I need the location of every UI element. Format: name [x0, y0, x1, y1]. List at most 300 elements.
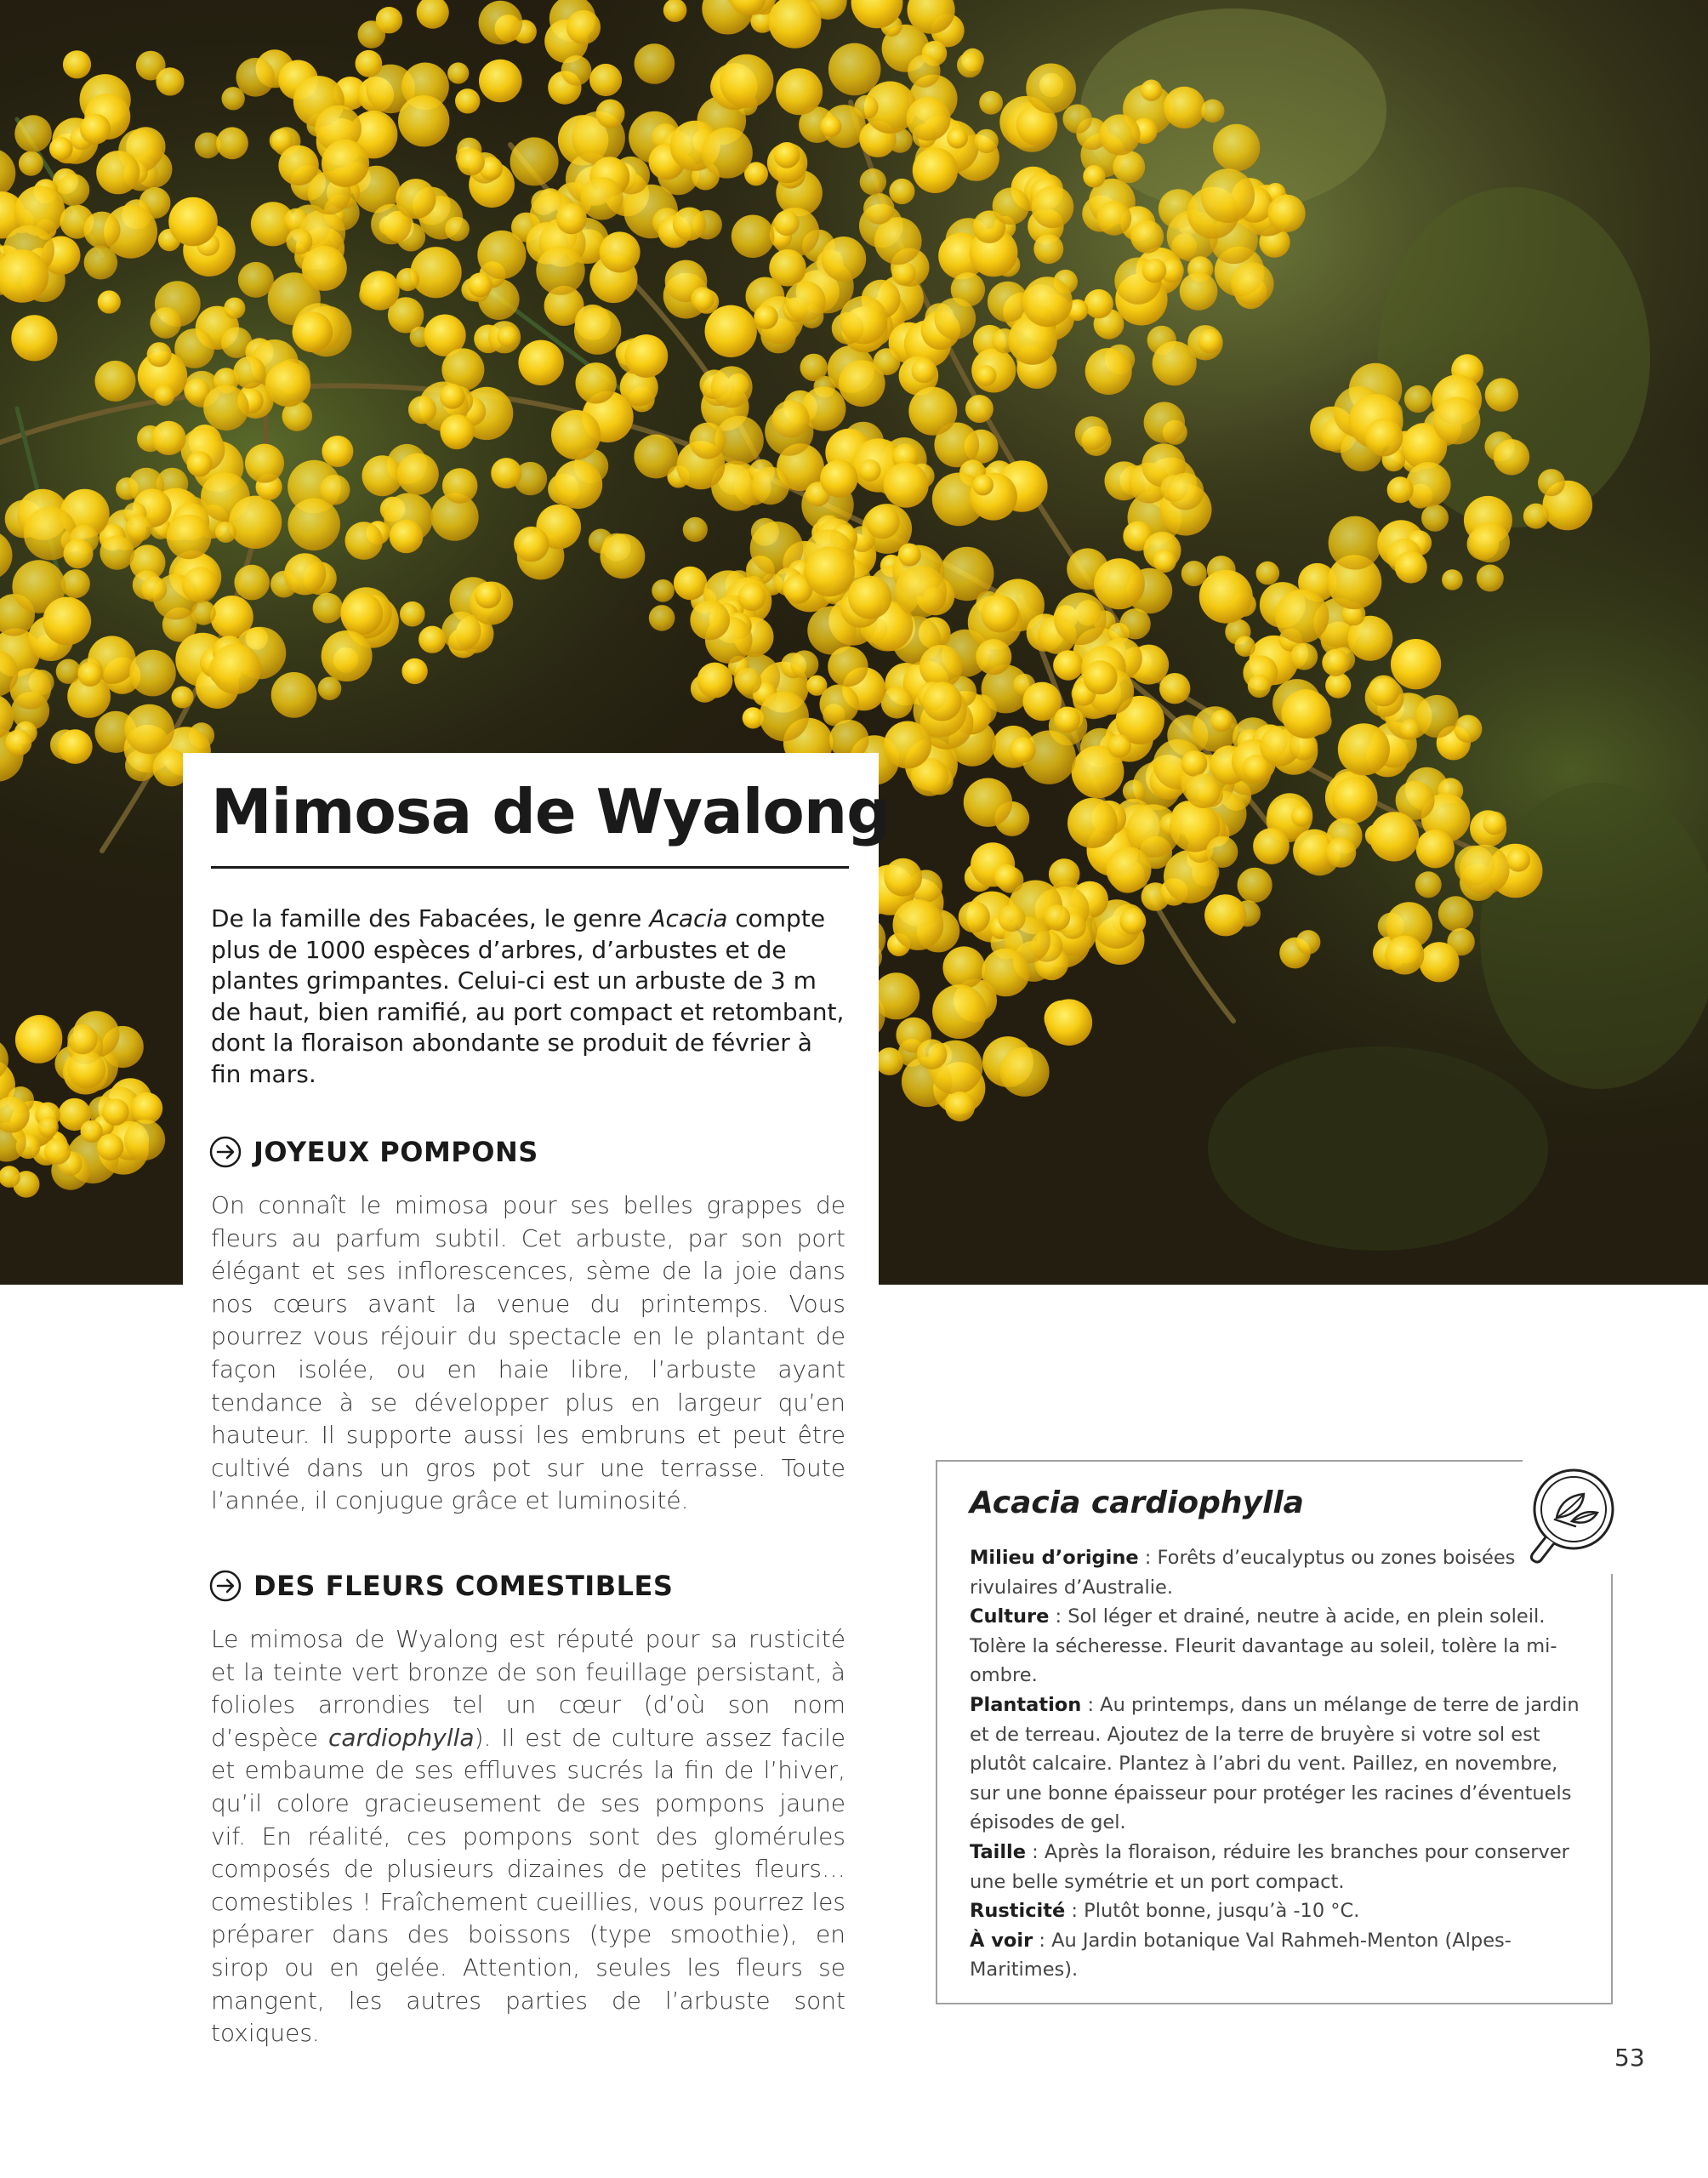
mimosa-pompon	[1141, 80, 1162, 101]
mimosa-pompon	[596, 100, 625, 128]
mimosa-pompon	[1153, 341, 1197, 385]
mimosa-pompon	[288, 499, 340, 551]
info-label-a-voir: À voir	[970, 1929, 1033, 1952]
mimosa-pompon	[976, 365, 997, 386]
mimosa-pompon	[284, 553, 326, 595]
mimosa-pompon	[1415, 871, 1442, 898]
mimosa-pompon	[440, 384, 465, 409]
mimosa-pompon	[1442, 569, 1463, 590]
info-value-plantation: : Au printemps, dans un mélange de terre de jardin et de terreau. Ajoutez de la terre de bruyère si votre sol est plutôt calcaire. Plantez à l’abri du vent. Paillez, en novembre, sur une bonne épaisseur pour protéger les racines d’éventuels épisodes de gel.	[970, 1693, 1580, 1834]
mimosa-pompon	[1201, 100, 1225, 123]
mimosa-pompon	[156, 67, 184, 95]
mimosa-pompon	[848, 576, 891, 619]
mimosa-pompon	[893, 899, 944, 950]
mimosa-pompon	[1338, 723, 1390, 775]
mimosa-pompon	[1387, 476, 1414, 503]
mimosa-pompon	[600, 231, 640, 272]
mimosa-pompon	[150, 307, 181, 339]
mimosa-pompon	[705, 305, 757, 357]
mimosa-pompon	[182, 567, 218, 602]
mimosa-pompon	[1186, 773, 1221, 808]
mimosa-pompon	[234, 565, 270, 601]
info-label-origin: Milieu d’origine	[970, 1547, 1139, 1569]
mimosa-pompon	[776, 68, 823, 115]
mimosa-pompon	[1538, 469, 1565, 496]
mimosa-pompon	[397, 453, 439, 495]
mimosa-pompon	[83, 212, 120, 248]
mimosa-pompon	[624, 334, 668, 378]
mimosa-pompon	[477, 231, 526, 279]
mimosa-pompon	[884, 721, 931, 769]
mimosa-pompon	[993, 864, 1019, 890]
mimosa-pompon	[287, 229, 313, 255]
mimosa-pompon	[576, 362, 617, 403]
mimosa-pompon	[1421, 505, 1449, 532]
mimosa-pompon	[245, 444, 284, 483]
mimosa-pompon	[238, 262, 274, 298]
mimosa-pompon	[674, 567, 707, 600]
mimosa-pompon	[236, 58, 276, 97]
mimosa-pompon	[410, 247, 461, 298]
mimosa-pompon	[124, 1120, 165, 1160]
mimosa-pompon	[1416, 830, 1455, 868]
mimosa-pompon	[376, 7, 402, 33]
mimosa-pompon	[390, 520, 424, 554]
mimosa-pompon	[1485, 378, 1518, 411]
mimosa-pompon	[77, 662, 102, 687]
mimosa-pompon	[854, 95, 878, 119]
mimosa-pompon	[1053, 650, 1083, 680]
species-info-box	[936, 1460, 1613, 2004]
section-text-1: Le mimosa de Wyalong est réputé pour sa rusticité et la teinte vert bronze de son feuillage persistant, à folioles arrondies tel un cœur (d’où son nom d’espèce	[211, 1625, 845, 1752]
mimosa-pompon	[697, 663, 732, 698]
mimosa-pompon	[1477, 565, 1504, 592]
mimosa-pompon	[732, 214, 775, 258]
mimosa-pompon	[881, 687, 914, 719]
mimosa-pompon	[401, 659, 427, 684]
mimosa-pompon	[908, 387, 957, 436]
section-text-2: ). Il est de culture assez facile et embaume de ses effluves sucrés la fin de l’hiver, qu’il colore gracieusement de ses pompons jaune vif. En réalité, ces pompons sont des glomérules composés de plusieurs dizaines de petites fleurs… comestibles ! Fraîchement cueillies, vous pourrez les préparer dans des boissons (type smoothie), en sirop ou en gelée. Attention, seules les fleurs se mangent, les autres parties de l’arbuste sont toxiques.	[211, 1723, 845, 2048]
mimosa-pompon	[947, 128, 968, 149]
mimosa-pompon	[1329, 516, 1382, 570]
circle-arrow-icon	[209, 1570, 242, 1602]
mimosa-pompon	[1083, 165, 1105, 187]
mimosa-pompon	[1419, 942, 1459, 982]
mimosa-pompon	[313, 593, 344, 624]
mimosa-pompon	[345, 522, 384, 560]
mimosa-pompon	[1365, 419, 1403, 457]
mimosa-pompon	[167, 515, 212, 560]
section-title: DES FLEURS COMESTIBLES	[253, 1570, 674, 1602]
mimosa-pompon	[57, 174, 89, 206]
mimosa-pompon	[976, 639, 1011, 675]
mimosa-pompon	[1144, 402, 1185, 442]
mimosa-pompon	[536, 246, 584, 294]
article-title: Mimosa de Wyalong	[211, 776, 890, 847]
mimosa-pompon	[43, 597, 91, 646]
mimosa-pompon	[64, 539, 94, 568]
mimosa-pompon	[1167, 473, 1204, 510]
mimosa-pompon	[125, 750, 157, 781]
info-label-taille: Taille	[970, 1840, 1027, 1863]
mimosa-pompon	[418, 626, 446, 653]
mimosa-pompon	[1231, 263, 1274, 306]
mimosa-pompon	[49, 137, 73, 161]
mimosa-pompon	[913, 148, 958, 193]
section-heading-joyeux-pompons	[209, 1134, 538, 1170]
mimosa-pompon	[63, 50, 91, 78]
mimosa-pompon	[1026, 64, 1076, 114]
mimosa-pompon	[318, 677, 342, 701]
mimosa-pompon	[95, 361, 136, 402]
mimosa-pompon	[711, 366, 753, 408]
mimosa-pompon	[1198, 329, 1222, 354]
mimosa-pompon	[556, 203, 587, 234]
mimosa-pompon	[884, 858, 922, 897]
mimosa-pompon	[124, 704, 174, 755]
mimosa-pompon	[965, 395, 993, 423]
mimosa-pompon	[839, 360, 885, 407]
mimosa-pompon	[96, 151, 139, 194]
info-value-rusticite: : Plutôt bonne, jusqu’à -10 °C.	[1065, 1900, 1360, 1923]
title-underline	[211, 866, 849, 869]
mimosa-pompon	[1213, 124, 1260, 171]
mimosa-pompon	[455, 88, 480, 113]
mimosa-pompon	[445, 217, 470, 242]
mimosa-pompon	[889, 179, 914, 204]
mimosa-pompon	[873, 972, 919, 1019]
mimosa-pompon	[884, 463, 929, 508]
mimosa-pompon	[1391, 639, 1441, 689]
mimosa-pompon	[14, 115, 52, 152]
mimosa-pompon	[322, 436, 353, 467]
mimosa-pompon	[265, 362, 310, 407]
mimosa-pompon	[932, 984, 987, 1039]
mimosa-pompon	[635, 43, 675, 84]
mimosa-pompon	[589, 64, 622, 96]
mimosa-pompon	[203, 385, 249, 431]
mimosa-pompon	[566, 10, 601, 44]
mimosa-pompon	[820, 459, 857, 497]
mimosa-pompon	[458, 148, 485, 175]
mimosa-pompon	[58, 729, 93, 764]
section-body-joyeux-pompons: On connaît le mimosa pour ses belles grappes de fleurs au parfum subtil. Cet arbuste, par son port élégant et ses inflorescences, sème de la joie dans nos cœurs avant la venue du printemps. Vous pourrez vous réjouir du spectacle en le plantant de façon isolée, ou en haie libre, l’arbuste ayant tendance à se développer plus en largeur qu’en hauteur. Il supporte aussi les embruns et peut être cultivé dans un gros pot sur une terrasse. Toute l’année, il conjugue grâce et luminosité.	[211, 1191, 845, 1515]
species-name: cardiophylla	[328, 1723, 475, 1752]
mimosa-pompon	[1130, 220, 1164, 254]
mimosa-pompon	[800, 354, 828, 381]
mimosa-pompon	[690, 601, 730, 641]
mimosa-pompon	[1470, 522, 1510, 562]
mimosa-pompon	[1032, 185, 1074, 228]
mimosa-pompon	[1523, 504, 1549, 529]
mimosa-pompon	[67, 1024, 97, 1054]
mimosa-pompon	[1460, 845, 1510, 895]
mimosa-pompon	[1322, 649, 1349, 676]
mimosa-pompon	[1107, 847, 1152, 892]
mimosa-pompon	[514, 527, 549, 562]
mimosa-pompon	[820, 116, 841, 137]
mimosa-pompon	[441, 612, 481, 651]
mimosa-pompon	[396, 179, 436, 219]
mimosa-pompon	[442, 468, 478, 504]
mimosa-pompon	[216, 127, 248, 159]
mimosa-pompon	[15, 1017, 62, 1063]
mimosa-pompon	[1235, 636, 1255, 657]
mimosa-pompon	[805, 546, 855, 596]
mimosa-pompon	[735, 668, 762, 695]
mimosa-pompon	[774, 210, 800, 236]
mimosa-pompon	[498, 326, 519, 347]
article-intro	[211, 904, 849, 1090]
mimosa-pompon	[1033, 234, 1063, 264]
mimosa-pompon	[396, 268, 419, 291]
mimosa-pompon	[1253, 828, 1290, 864]
mimosa-pompon	[689, 423, 726, 459]
section-heading-fleurs-comestibles	[209, 1568, 673, 1604]
intro-text-1: De la famille des Fabacées, le genre	[211, 904, 650, 932]
mimosa-pompon	[141, 576, 167, 602]
section-body-fleurs-comestibles	[211, 1623, 845, 2050]
mimosa-pompon	[1096, 201, 1131, 236]
intro-text-2: compte plus de 1000 espèces d’arbres, d’arbustes et de plantes grimpantes. Celui-ci est un arbuste de 3 m de haut, bien ramifié, au port compact et retombant, dont la floraison abondante se produit de février à fin mars.	[211, 904, 845, 1088]
mimosa-pompon	[518, 340, 563, 385]
mimosa-pompon	[233, 356, 265, 389]
mimosa-pompon	[634, 435, 678, 479]
mimosa-pompon	[1010, 737, 1036, 763]
mimosa-pompon	[649, 605, 675, 631]
info-value-taille: : Après la floraison, réduire les branches pour conserver une belle symétrie et un port compact.	[970, 1840, 1569, 1893]
mimosa-pompon	[1326, 837, 1357, 868]
mimosa-pompon	[1395, 551, 1427, 584]
mimosa-pompon	[866, 505, 900, 539]
mimosa-pompon	[998, 904, 1025, 932]
mimosa-pompon	[964, 778, 1012, 827]
mimosa-pompon	[1332, 777, 1375, 820]
mimosa-pompon	[673, 208, 706, 241]
mimosa-pompon	[683, 517, 708, 542]
mimosa-pompon	[229, 496, 282, 549]
mimosa-pompon	[11, 315, 57, 361]
mimosa-pompon	[320, 475, 350, 505]
mimosa-pompon	[1045, 904, 1071, 931]
mimosa-pompon	[1267, 195, 1305, 232]
mimosa-pompon	[1022, 277, 1073, 327]
mimosa-pompon	[1206, 836, 1238, 868]
mimosa-pompon	[102, 1098, 129, 1126]
circle-arrow-icon	[209, 1136, 242, 1168]
mimosa-pompon	[652, 579, 675, 602]
mimosa-pompon	[1180, 272, 1218, 311]
mimosa-pompon	[923, 681, 962, 721]
mimosa-pompon	[1291, 806, 1312, 827]
mimosa-pompon	[362, 455, 403, 496]
mimosa-pompon	[67, 1050, 105, 1088]
mimosa-pompon	[972, 475, 993, 496]
mimosa-pompon	[982, 595, 1019, 632]
page-number: 53	[1614, 2044, 1645, 2072]
info-value-culture: : Sol léger et drainé, neutre à acide, en plein soleil. Tolère la sécheresse. Fleurit davantage au soleil, tolère la mi-ombre.	[970, 1605, 1557, 1687]
mimosa-pompon	[720, 54, 773, 108]
mimosa-pompon	[860, 168, 886, 195]
mimosa-pompon	[468, 273, 492, 298]
mimosa-pompon	[126, 515, 153, 542]
mimosa-pompon	[340, 593, 383, 636]
mimosa-pompon	[1153, 550, 1176, 573]
mimosa-pompon	[1433, 397, 1481, 445]
mimosa-pompon	[56, 659, 81, 684]
mimosa-pompon	[859, 459, 881, 482]
mimosa-pompon	[61, 569, 90, 598]
mimosa-pompon	[100, 535, 134, 570]
mimosa-pompon	[131, 1092, 162, 1124]
mimosa-pompon	[1256, 562, 1280, 585]
mimosa-pompon	[98, 290, 121, 313]
mimosa-pompon	[561, 55, 592, 86]
mimosa-pompon	[491, 458, 521, 488]
mimosa-pompon	[1164, 87, 1205, 128]
mimosa-pompon	[774, 142, 800, 168]
mimosa-pompon	[820, 684, 859, 723]
mimosa-pompon	[1438, 896, 1473, 931]
mimosa-pompon	[447, 62, 469, 83]
mimosa-pompon	[322, 630, 373, 681]
mimosa-pompon	[168, 197, 218, 247]
mimosa-pompon	[908, 54, 941, 88]
mimosa-pompon	[97, 1134, 124, 1161]
mimosa-pompon	[80, 114, 111, 145]
mimosa-pompon	[1181, 750, 1208, 777]
info-value-a-voir: : Au Jardin botanique Val Rahmeh-Menton (Alpes-Maritimes).	[970, 1929, 1512, 1981]
mimosa-pompon	[154, 385, 174, 406]
intro-genus: Acacia	[649, 904, 728, 932]
mimosa-pompon	[1100, 114, 1141, 155]
mimosa-pompon	[772, 401, 810, 438]
mimosa-pompon	[1275, 590, 1329, 643]
mimosa-pompon	[1325, 673, 1351, 698]
mimosa-pompon	[19, 151, 43, 176]
mimosa-pompon	[1159, 673, 1190, 704]
mimosa-pompon	[1406, 462, 1451, 507]
info-box-title: Acacia cardiophylla	[970, 1485, 1304, 1520]
mimosa-pompon	[1107, 734, 1131, 758]
mimosa-pompon	[1506, 848, 1530, 872]
mimosa-pompon	[982, 949, 1030, 997]
mimosa-pompon	[1119, 908, 1146, 934]
mimosa-pompon	[215, 522, 236, 543]
mimosa-pompon	[892, 262, 916, 286]
mimosa-pompon	[1000, 1047, 1050, 1097]
mimosa-pompon	[510, 137, 559, 185]
mimosa-pompon	[875, 1047, 903, 1075]
mimosa-pompon	[702, 128, 753, 179]
mimosa-pompon	[934, 298, 976, 339]
mimosa-pompon	[1290, 643, 1318, 670]
mimosa-pompon	[271, 672, 317, 718]
mimosa-pompon	[1062, 105, 1091, 134]
mimosa-pompon	[1415, 695, 1458, 738]
mimosa-pompon	[912, 358, 937, 383]
mimosa-pompon	[769, 249, 806, 287]
mimosa-pompon	[959, 901, 990, 932]
info-label-plantation: Plantation	[970, 1693, 1082, 1716]
mimosa-pompon	[993, 188, 1030, 225]
mimosa-pompon	[828, 647, 868, 687]
mimosa-pompon	[322, 140, 369, 187]
section-title: JOYEUX POMPONS	[253, 1136, 538, 1168]
mimosa-pompon	[1201, 168, 1255, 223]
mimosa-pompon	[898, 544, 921, 567]
mimosa-pompon	[479, 60, 522, 103]
mimosa-pompon	[942, 946, 985, 989]
mimosa-pompon	[129, 650, 176, 697]
mimosa-pompon	[1204, 894, 1246, 936]
mimosa-pompon	[1142, 259, 1167, 283]
mimosa-pompon	[1369, 812, 1419, 861]
mimosa-pompon	[919, 645, 963, 688]
mimosa-pompon	[822, 237, 867, 282]
mimosa-pompon	[302, 246, 347, 291]
mimosa-pompon	[754, 305, 777, 329]
mimosa-pompon	[574, 307, 621, 354]
mimosa-pompon	[1181, 561, 1207, 586]
mimosa-pompon	[1385, 936, 1424, 975]
mimosa-pompon	[211, 644, 261, 694]
mimosa-pompon	[957, 53, 982, 78]
mimosa-pompon	[398, 95, 449, 146]
mimosa-pompon	[1085, 348, 1132, 395]
mimosa-pompon	[44, 1138, 71, 1165]
mimosa-pompon	[907, 97, 951, 141]
mimosa-pompon	[752, 467, 790, 505]
mimosa-pompon	[554, 460, 602, 509]
mimosa-pompon	[81, 1120, 103, 1143]
mimosa-pompon	[440, 414, 474, 448]
info-label-culture: Culture	[970, 1605, 1050, 1628]
mimosa-pompon	[1049, 858, 1080, 890]
mimosa-pompon	[840, 296, 888, 345]
info-box-details	[970, 1543, 1591, 1985]
mimosa-pompon	[1281, 689, 1330, 738]
mimosa-pompon	[1238, 868, 1272, 903]
mimosa-pompon	[1094, 558, 1145, 609]
mimosa-pompon	[1054, 593, 1107, 646]
mimosa-pompon	[691, 287, 715, 311]
mimosa-pompon	[601, 533, 646, 579]
mimosa-pompon	[187, 451, 213, 476]
mimosa-pompon	[1483, 812, 1506, 835]
mimosa-pompon	[84, 246, 118, 280]
mimosa-pompon	[1296, 930, 1321, 955]
mimosa-pompon	[147, 342, 172, 367]
mimosa-pompon	[828, 43, 881, 96]
mimosa-pompon	[1113, 151, 1145, 183]
info-value-origin: : Forêts d’eucalyptus ou zones boisées rivulaires d’Australie.	[970, 1547, 1516, 1599]
mimosa-pompon	[580, 177, 623, 220]
mimosa-pompon	[863, 193, 895, 225]
mimosa-pompon	[356, 50, 383, 77]
mimosa-pompon	[895, 566, 947, 618]
mimosa-pompon	[785, 282, 826, 322]
mimosa-pompon	[1248, 675, 1271, 698]
mimosa-pompon	[5, 729, 31, 755]
mimosa-pompon	[479, 1, 523, 45]
mimosa-pompon	[1085, 289, 1113, 318]
mimosa-pompon	[917, 1039, 948, 1069]
mimosa-pompon	[1068, 798, 1118, 848]
info-label-rusticite: Rusticité	[970, 1900, 1066, 1923]
mimosa-pompon	[1455, 715, 1483, 743]
mimosa-pompon	[1404, 385, 1432, 413]
